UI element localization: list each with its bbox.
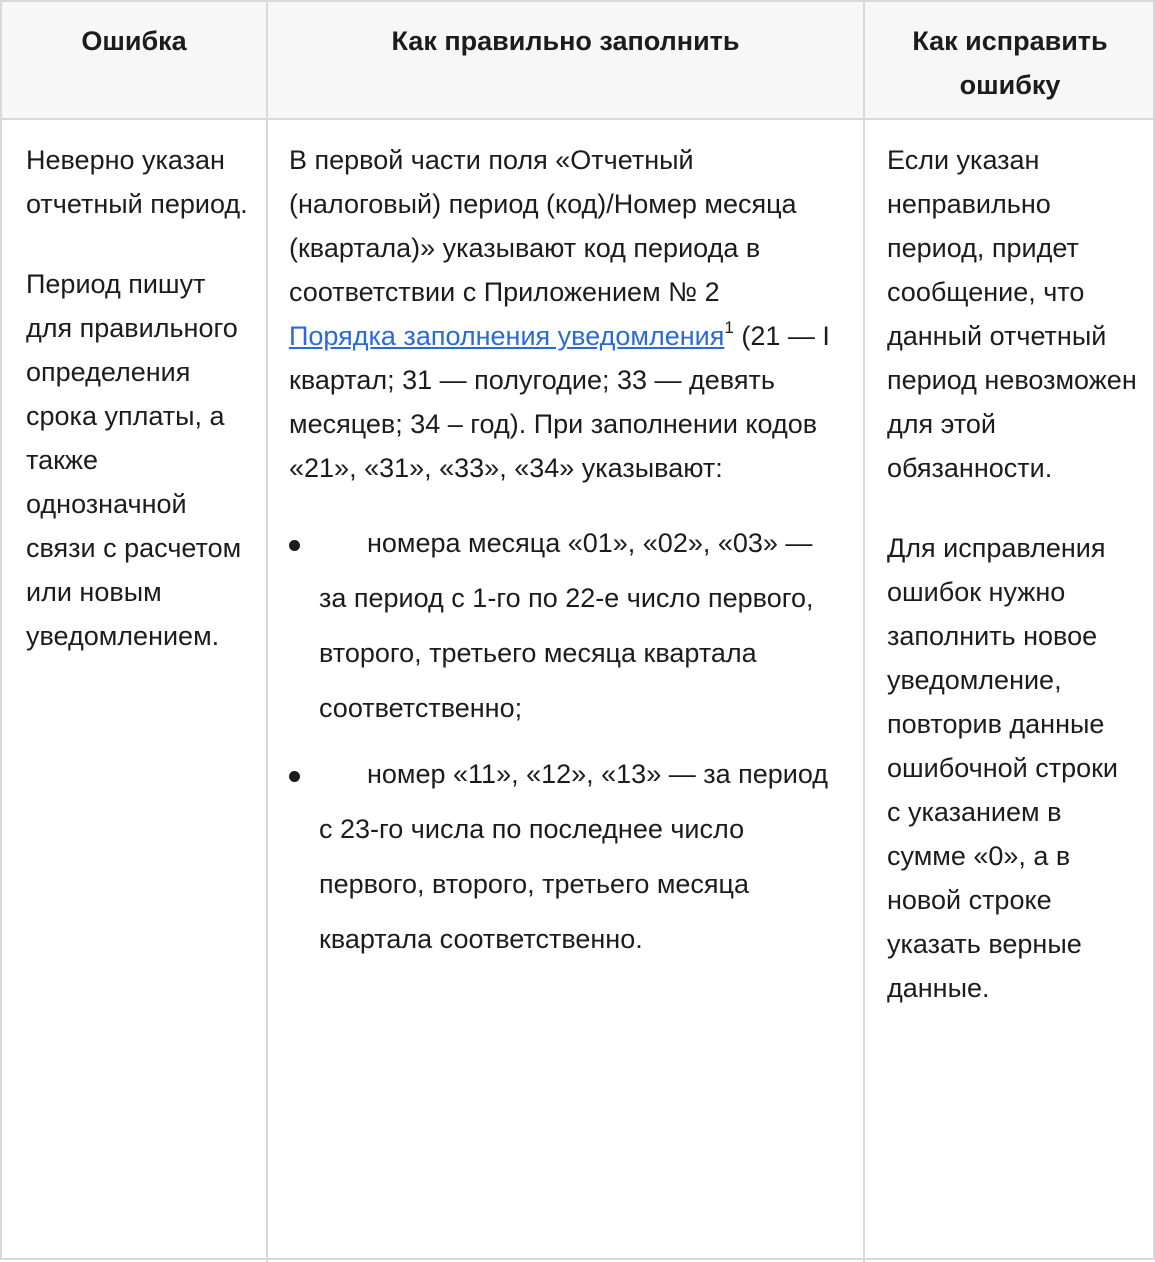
- cell-how-to-fill: [289, 138, 834, 978]
- column-divider: [266, 2, 268, 1262]
- list-item-text: период с 23-го числа по последнее число первого, второго, третьего месяца квартала соответственно.: [319, 759, 829, 954]
- list-item-lead: номер «11», «12», «13» — за: [367, 759, 731, 789]
- how-to-fill-paragraph: [289, 138, 834, 490]
- header-error: Ошибка: [81, 26, 187, 56]
- column-divider: [863, 2, 865, 1262]
- fix-paragraph: Если указан неправильно период, придет сообщение, что данный отчетный период невозможен для этой обязанности.: [887, 145, 1137, 483]
- error-paragraph: Неверно указан отчетный период.: [26, 145, 248, 219]
- list-item: [289, 747, 834, 967]
- error-paragraph: Период пишут для правильного определения срока уплаты, а также однозначной связи с расчетом или новым уведомлением.: [26, 269, 242, 651]
- list-item-lead: номера месяца «01», «02», «03» —: [367, 528, 813, 558]
- bullet-icon: [289, 771, 300, 782]
- cell-error: [26, 138, 251, 658]
- header-how-to-fill: Как правильно заполнить: [391, 26, 740, 56]
- codes-list: [289, 516, 834, 967]
- list-item-text: за период с 1-го по 22-е число первого, второго, третьего месяца квартала соответственно;: [319, 583, 814, 723]
- how-to-fill-tail: (21 — I квартал; 31 — полугодие; 33 — девять месяцев; 34 – год). При заполнении кодов «21», «31», «33», «34» указывают:: [289, 321, 830, 483]
- list-item: [289, 516, 834, 736]
- footnote-marker[interactable]: 1: [724, 318, 734, 337]
- bullet-icon: [289, 540, 300, 551]
- cell-how-to-fix: [887, 138, 1137, 1010]
- fix-paragraph: Для исправления ошибок нужно заполнить новое уведомление, повторив данные ошибочной строки с указанием в сумме «0», а в новой строке указать верные данные.: [887, 533, 1119, 1003]
- how-to-fill-intro: В первой части поля «Отчетный (налоговый) период (код)/Номер месяца (квартала)» указывают код периода в соответствии с Приложением № 2: [289, 145, 797, 307]
- header-how-to-fix: Как исправить ошибку: [912, 26, 1108, 100]
- order-link[interactable]: Порядка заполнения уведомления: [289, 321, 725, 351]
